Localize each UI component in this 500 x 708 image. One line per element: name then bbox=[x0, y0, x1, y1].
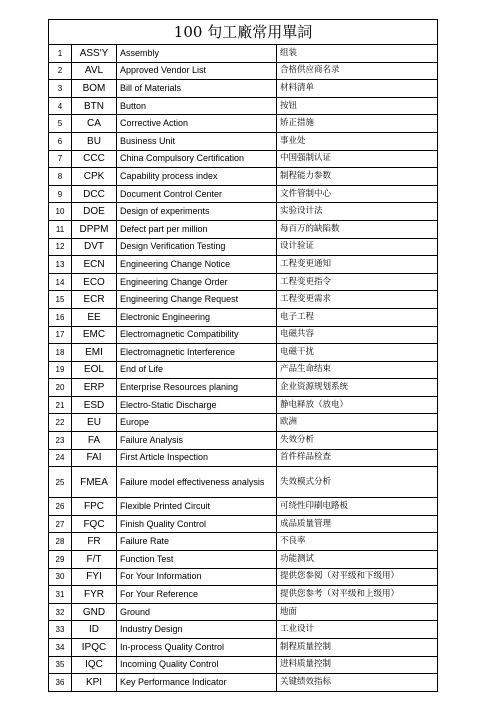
english-term-cell: Failure model effectiveness analysis bbox=[117, 467, 277, 498]
table-row bbox=[49, 551, 438, 569]
table-row bbox=[49, 80, 438, 98]
chinese-term-cell: 文件管制中心 bbox=[277, 185, 438, 203]
table-row bbox=[49, 168, 438, 186]
abbreviation-cell: BOM bbox=[72, 80, 117, 98]
table-row bbox=[49, 97, 438, 115]
abbreviation-cell: EOL bbox=[72, 361, 117, 379]
chinese-term-cell: 实验设计法 bbox=[277, 203, 438, 221]
row-number: 34 bbox=[49, 639, 72, 657]
table-row bbox=[49, 379, 438, 397]
english-term-cell: Failure Analysis bbox=[117, 432, 277, 450]
table-row bbox=[49, 533, 438, 551]
abbreviation-cell: EE bbox=[72, 308, 117, 326]
abbreviation-cell: BU bbox=[72, 132, 117, 150]
english-term-cell: Electronic Engineering bbox=[117, 308, 277, 326]
row-number: 22 bbox=[49, 414, 72, 432]
abbreviation-cell: ECR bbox=[72, 291, 117, 309]
chinese-term-cell: 静电释放（放电） bbox=[277, 396, 438, 414]
chinese-term-cell: 提供您参阅（对平级和下级用） bbox=[277, 568, 438, 586]
table-row bbox=[49, 414, 438, 432]
english-term-cell: Incoming Quality Control bbox=[117, 656, 277, 674]
abbreviation-cell: DCC bbox=[72, 185, 117, 203]
table-row bbox=[49, 656, 438, 674]
row-number: 21 bbox=[49, 396, 72, 414]
abbreviation-cell: KPI bbox=[72, 674, 117, 692]
abbreviation-cell: FAI bbox=[72, 449, 117, 467]
chinese-term-cell: 地面 bbox=[277, 603, 438, 621]
table-row bbox=[49, 45, 438, 63]
english-term-cell: Europe bbox=[117, 414, 277, 432]
chinese-term-cell: 电子工程 bbox=[277, 308, 438, 326]
row-number: 17 bbox=[49, 326, 72, 344]
english-term-cell: Function Test bbox=[117, 551, 277, 569]
row-number: 26 bbox=[49, 498, 72, 516]
table-row bbox=[49, 273, 438, 291]
abbreviation-cell: EU bbox=[72, 414, 117, 432]
chinese-term-cell: 电磁干扰 bbox=[277, 344, 438, 362]
row-number: 36 bbox=[49, 674, 72, 692]
abbreviation-cell: ID bbox=[72, 621, 117, 639]
row-number: 11 bbox=[49, 220, 72, 238]
english-term-cell: Design of experiments bbox=[117, 203, 277, 221]
english-term-cell: Failure Rate bbox=[117, 533, 277, 551]
english-term-cell: Assembly bbox=[117, 45, 277, 63]
abbreviation-cell: FMEA bbox=[72, 467, 117, 498]
abbreviation-cell: ECO bbox=[72, 273, 117, 291]
page-title: 100 句工廠常用單詞 bbox=[48, 19, 438, 44]
row-number: 20 bbox=[49, 379, 72, 397]
table-body bbox=[49, 45, 438, 692]
row-number: 2 bbox=[49, 62, 72, 80]
chinese-term-cell: 工程变更需求 bbox=[277, 291, 438, 309]
english-term-cell: Design Verification Testing bbox=[117, 238, 277, 256]
chinese-term-cell: 事业处 bbox=[277, 132, 438, 150]
row-number: 8 bbox=[49, 168, 72, 186]
row-number: 30 bbox=[49, 568, 72, 586]
row-number: 27 bbox=[49, 515, 72, 533]
abbreviation-cell: ERP bbox=[72, 379, 117, 397]
chinese-term-cell: 提供您参考（对平级和上级用） bbox=[277, 586, 438, 604]
chinese-term-cell: 不良率 bbox=[277, 533, 438, 551]
row-number: 4 bbox=[49, 97, 72, 115]
english-term-cell: Key Performance Indicator bbox=[117, 674, 277, 692]
row-number: 7 bbox=[49, 150, 72, 168]
table-row bbox=[49, 361, 438, 379]
chinese-term-cell: 失效模式分析 bbox=[277, 467, 438, 498]
table-row bbox=[49, 621, 438, 639]
english-term-cell: Corrective Action bbox=[117, 115, 277, 133]
table-row bbox=[49, 498, 438, 516]
table-row bbox=[49, 256, 438, 274]
abbreviation-cell: EMI bbox=[72, 344, 117, 362]
abbreviation-cell: IQC bbox=[72, 656, 117, 674]
english-term-cell: Enterprise Resources planing bbox=[117, 379, 277, 397]
table-row bbox=[49, 586, 438, 604]
chinese-term-cell: 首件样品检查 bbox=[277, 449, 438, 467]
chinese-term-cell: 欧洲 bbox=[277, 414, 438, 432]
chinese-term-cell: 设计验证 bbox=[277, 238, 438, 256]
abbreviation-cell: FPC bbox=[72, 498, 117, 516]
row-number: 35 bbox=[49, 656, 72, 674]
chinese-term-cell: 电磁共容 bbox=[277, 326, 438, 344]
english-term-cell: China Compulsory Certification bbox=[117, 150, 277, 168]
table-row bbox=[49, 515, 438, 533]
abbreviation-cell: FA bbox=[72, 432, 117, 450]
english-term-cell: Ground bbox=[117, 603, 277, 621]
table-row bbox=[49, 449, 438, 467]
chinese-term-cell: 失效分析 bbox=[277, 432, 438, 450]
chinese-term-cell: 功能测试 bbox=[277, 551, 438, 569]
abbreviation-cell: BTN bbox=[72, 97, 117, 115]
chinese-term-cell: 企业资源规划系统 bbox=[277, 379, 438, 397]
table-row bbox=[49, 238, 438, 256]
english-term-cell: Approved Vendor List bbox=[117, 62, 277, 80]
table-row bbox=[49, 396, 438, 414]
table-row bbox=[49, 432, 438, 450]
row-number: 10 bbox=[49, 203, 72, 221]
table-row bbox=[49, 150, 438, 168]
english-term-cell: Industry Design bbox=[117, 621, 277, 639]
table-row bbox=[49, 326, 438, 344]
abbreviation-cell: GND bbox=[72, 603, 117, 621]
chinese-term-cell: 成品质量管理 bbox=[277, 515, 438, 533]
row-number: 23 bbox=[49, 432, 72, 450]
row-number: 5 bbox=[49, 115, 72, 133]
row-number: 24 bbox=[49, 449, 72, 467]
table-row bbox=[49, 308, 438, 326]
chinese-term-cell: 制程质量控制 bbox=[277, 639, 438, 657]
abbreviation-cell: CA bbox=[72, 115, 117, 133]
english-term-cell: Defect part per million bbox=[117, 220, 277, 238]
english-term-cell: For Your Information bbox=[117, 568, 277, 586]
chinese-term-cell: 关键绩效指标 bbox=[277, 674, 438, 692]
table-row bbox=[49, 344, 438, 362]
abbreviation-cell: DOE bbox=[72, 203, 117, 221]
row-number: 29 bbox=[49, 551, 72, 569]
english-term-cell: End of Life bbox=[117, 361, 277, 379]
row-number: 3 bbox=[49, 80, 72, 98]
chinese-term-cell: 按钮 bbox=[277, 97, 438, 115]
english-term-cell: Business Unit bbox=[117, 132, 277, 150]
chinese-term-cell: 制程能力参数 bbox=[277, 168, 438, 186]
row-number: 14 bbox=[49, 273, 72, 291]
vocabulary-sheet bbox=[48, 19, 438, 692]
english-term-cell: Electromagnetic Interference bbox=[117, 344, 277, 362]
chinese-term-cell: 工程变更指令 bbox=[277, 273, 438, 291]
chinese-term-cell: 可绕性印刷电路板 bbox=[277, 498, 438, 516]
abbreviation-cell: DVT bbox=[72, 238, 117, 256]
abbreviation-cell: ECN bbox=[72, 256, 117, 274]
english-term-cell: In-process Quality Control bbox=[117, 639, 277, 657]
abbreviation-cell: AVL bbox=[72, 62, 117, 80]
table-row bbox=[49, 220, 438, 238]
abbreviation-cell: ASS'Y bbox=[72, 45, 117, 63]
english-term-cell: Button bbox=[117, 97, 277, 115]
english-term-cell: Electro-Static Discharge bbox=[117, 396, 277, 414]
table-row bbox=[49, 115, 438, 133]
english-term-cell: First Article Inspection bbox=[117, 449, 277, 467]
abbreviation-cell: FYR bbox=[72, 586, 117, 604]
table-row bbox=[49, 291, 438, 309]
row-number: 1 bbox=[49, 45, 72, 63]
english-term-cell: Electromagnetic Compatibility bbox=[117, 326, 277, 344]
row-number: 31 bbox=[49, 586, 72, 604]
english-term-cell: Document Control Center bbox=[117, 185, 277, 203]
row-number: 33 bbox=[49, 621, 72, 639]
chinese-term-cell: 合格供应商名录 bbox=[277, 62, 438, 80]
chinese-term-cell: 进料质量控制 bbox=[277, 656, 438, 674]
english-term-cell: Finish Quality Control bbox=[117, 515, 277, 533]
row-number: 28 bbox=[49, 533, 72, 551]
english-term-cell: Engineering Change Request bbox=[117, 291, 277, 309]
table-row bbox=[49, 132, 438, 150]
row-number: 19 bbox=[49, 361, 72, 379]
chinese-term-cell: 工程变更通知 bbox=[277, 256, 438, 274]
english-term-cell: Engineering Change Order bbox=[117, 273, 277, 291]
abbreviation-cell: IPQC bbox=[72, 639, 117, 657]
table-row bbox=[49, 185, 438, 203]
vocabulary-table bbox=[48, 44, 438, 692]
chinese-term-cell: 产品生命结束 bbox=[277, 361, 438, 379]
chinese-term-cell: 中国强制认证 bbox=[277, 150, 438, 168]
abbreviation-cell: ESD bbox=[72, 396, 117, 414]
table-row bbox=[49, 674, 438, 692]
abbreviation-cell: F/T bbox=[72, 551, 117, 569]
row-number: 9 bbox=[49, 185, 72, 203]
table-row bbox=[49, 467, 438, 498]
table-row bbox=[49, 62, 438, 80]
english-term-cell: Flexible Printed Circuit bbox=[117, 498, 277, 516]
english-term-cell: Capability process index bbox=[117, 168, 277, 186]
table-row bbox=[49, 639, 438, 657]
table-row bbox=[49, 603, 438, 621]
abbreviation-cell: CCC bbox=[72, 150, 117, 168]
chinese-term-cell: 每百万的缺陷数 bbox=[277, 220, 438, 238]
row-number: 12 bbox=[49, 238, 72, 256]
row-number: 13 bbox=[49, 256, 72, 274]
abbreviation-cell: CPK bbox=[72, 168, 117, 186]
chinese-term-cell: 矫正措施 bbox=[277, 115, 438, 133]
chinese-term-cell: 组装 bbox=[277, 45, 438, 63]
abbreviation-cell: FQC bbox=[72, 515, 117, 533]
chinese-term-cell: 材料清单 bbox=[277, 80, 438, 98]
abbreviation-cell: DPPM bbox=[72, 220, 117, 238]
chinese-term-cell: 工业设计 bbox=[277, 621, 438, 639]
row-number: 6 bbox=[49, 132, 72, 150]
row-number: 32 bbox=[49, 603, 72, 621]
english-term-cell: Engineering Change Notice bbox=[117, 256, 277, 274]
english-term-cell: For Your Reference bbox=[117, 586, 277, 604]
abbreviation-cell: FR bbox=[72, 533, 117, 551]
row-number: 16 bbox=[49, 308, 72, 326]
table-row bbox=[49, 568, 438, 586]
table-row bbox=[49, 203, 438, 221]
row-number: 25 bbox=[49, 467, 72, 498]
english-term-cell: Bill of Materials bbox=[117, 80, 277, 98]
row-number: 15 bbox=[49, 291, 72, 309]
abbreviation-cell: EMC bbox=[72, 326, 117, 344]
abbreviation-cell: FYI bbox=[72, 568, 117, 586]
row-number: 18 bbox=[49, 344, 72, 362]
